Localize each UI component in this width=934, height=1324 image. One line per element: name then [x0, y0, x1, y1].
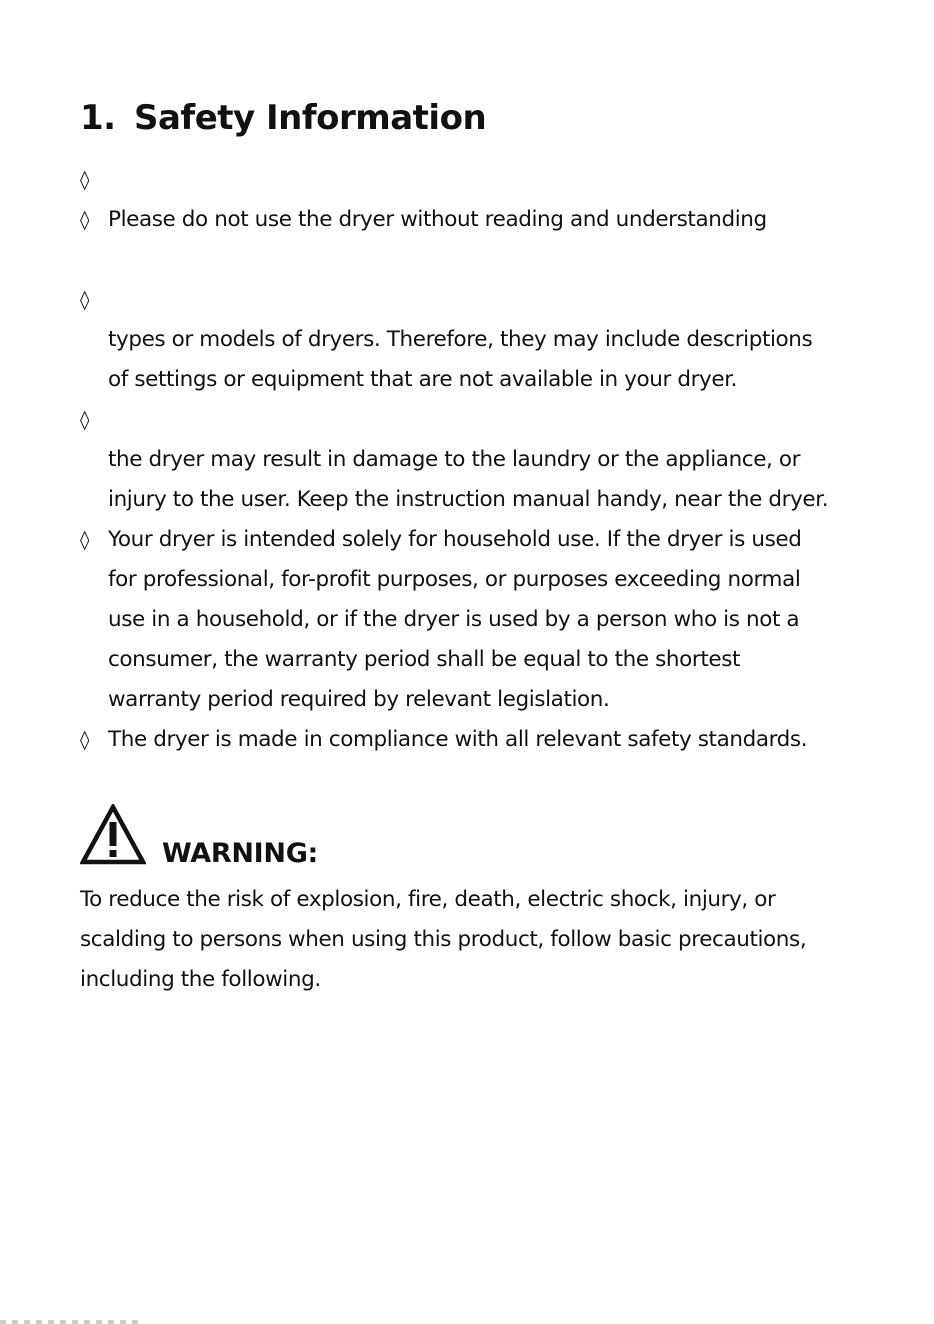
- warning-text-line: To reduce the risk of explosion, fire, death, electric shock, injury, or: [80, 887, 776, 912]
- bullet-item: [80, 160, 870, 200]
- bullet-line: The dryer is made in compliance with all relevant safety standards.: [108, 727, 808, 752]
- bullet-line: injury to the user. Keep the instruction manual handy, near the dryer.: [108, 487, 829, 512]
- bullet-line: [108, 240, 870, 280]
- warning-header: [80, 804, 780, 868]
- section-number: 1.: [80, 98, 116, 138]
- bullet-line: of settings or equipment that are not available in your dryer.: [108, 367, 738, 392]
- diamond-bullet-icon: ◊: [80, 409, 89, 431]
- diamond-bullet-icon: ◊: [80, 289, 89, 311]
- warning-label: WARNING:: [162, 838, 319, 869]
- bullet-item: [80, 280, 870, 400]
- footer-artifact: [0, 1320, 140, 1324]
- section-title: Safety Information: [134, 98, 487, 138]
- bullet-item: [80, 200, 870, 280]
- bullet-line: warranty period required by relevant legislation.: [108, 687, 610, 712]
- section-heading: [80, 96, 486, 140]
- bullet-item: [80, 520, 870, 720]
- bullet-line: [108, 280, 870, 320]
- warning-text-line: including the following.: [80, 967, 321, 992]
- bullet-line: the dryer may result in damage to the laundry or the appliance, or: [108, 447, 801, 472]
- bullet-line: for professional, for-profit purposes, or purposes exceeding normal: [108, 567, 801, 592]
- diamond-bullet-icon: ◊: [80, 729, 89, 751]
- bullet-line: use in a household, or if the dryer is used by a person who is not a: [108, 607, 800, 632]
- bullet-line: [108, 160, 870, 200]
- bullet-line: Please do not use the dryer without reading and understanding: [108, 207, 767, 232]
- diamond-bullet-icon: ◊: [80, 209, 89, 231]
- bullet-line: Your dryer is intended solely for household use. If the dryer is used: [108, 527, 802, 552]
- safety-bullet-list: [80, 160, 870, 760]
- warning-triangle-icon: [80, 804, 146, 866]
- bullet-line: [108, 400, 870, 440]
- bullet-item: [80, 720, 870, 760]
- bullet-line: types or models of dryers. Therefore, they may include descriptions: [108, 327, 813, 352]
- diamond-bullet-icon: ◊: [80, 529, 89, 551]
- bullet-item: [80, 400, 870, 520]
- warning-text-line: scalding to persons when using this product, follow basic precautions,: [80, 927, 807, 952]
- diamond-bullet-icon: ◊: [80, 169, 89, 191]
- bullet-line: consumer, the warranty period shall be equal to the shortest: [108, 647, 741, 672]
- warning-text: [80, 880, 870, 1000]
